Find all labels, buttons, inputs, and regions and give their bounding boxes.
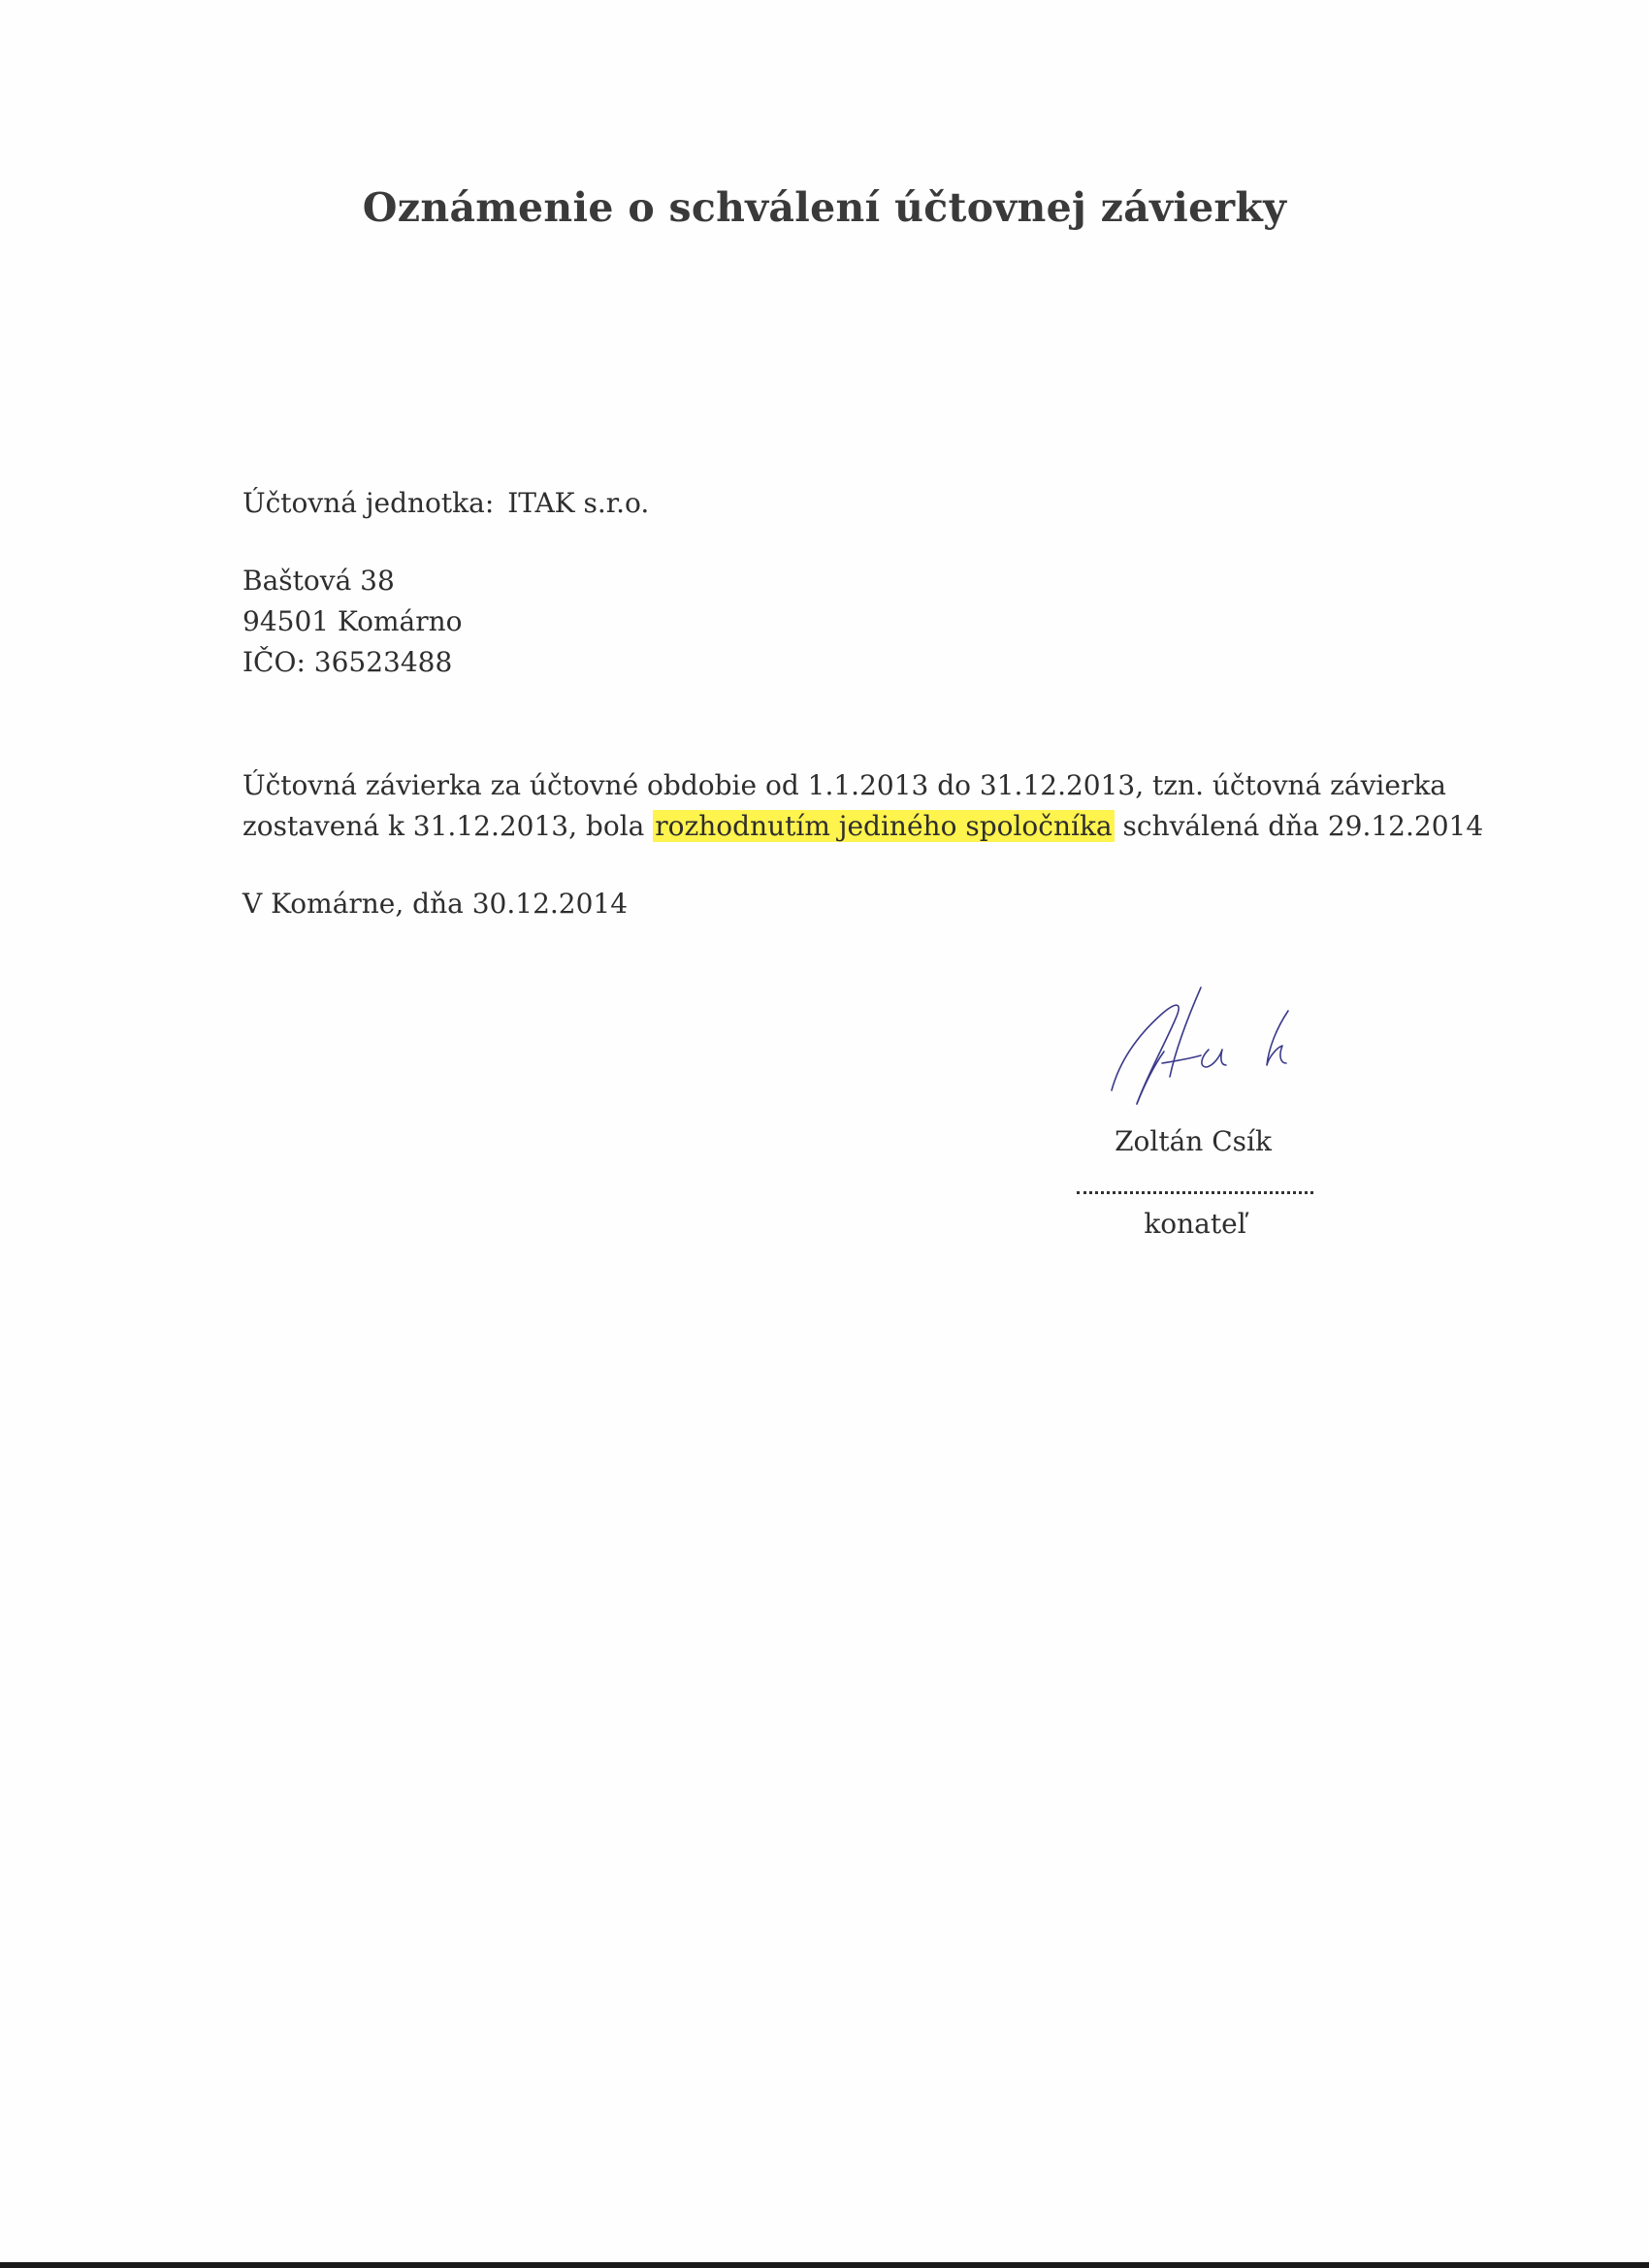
address-city: 94501 Komárno [242,605,463,637]
entity-line [242,483,649,524]
signer-role: konateľ [1144,1208,1246,1240]
company-id: IČO: 36523488 [242,646,453,678]
approval-statement [242,765,1483,847]
signature-line [1077,1191,1313,1194]
statement-line-1: Účtovná závierka za účtovné obdobie od 1.1.2013 do 31.12.2013, tzn. účtovná závierka [242,769,1446,801]
highlighted-text: rozhodnutím jediného spoločníka [655,810,1113,842]
place-and-date: V Komárne, dňa 30.12.2014 [242,888,629,920]
statement-line-2-after: schválená dňa 29.12.2014 [1114,810,1484,842]
entity-name: ITAK s.r.o. [507,487,650,519]
document-title: Oznámenie o schválení účtovnej závierky [362,184,1287,231]
handwritten-signature [1086,970,1358,1125]
address-block [242,561,463,683]
scan-edge [0,2262,1649,2268]
statement-line-2 [242,806,1483,847]
entity-label: Účtovná jednotka: [242,487,495,519]
statement-line-2-before: zostavená k 31.12.2013, bola [242,810,654,842]
signer-name: Zoltán Csík [1115,1125,1272,1157]
address-street: Baštová 38 [242,565,395,597]
